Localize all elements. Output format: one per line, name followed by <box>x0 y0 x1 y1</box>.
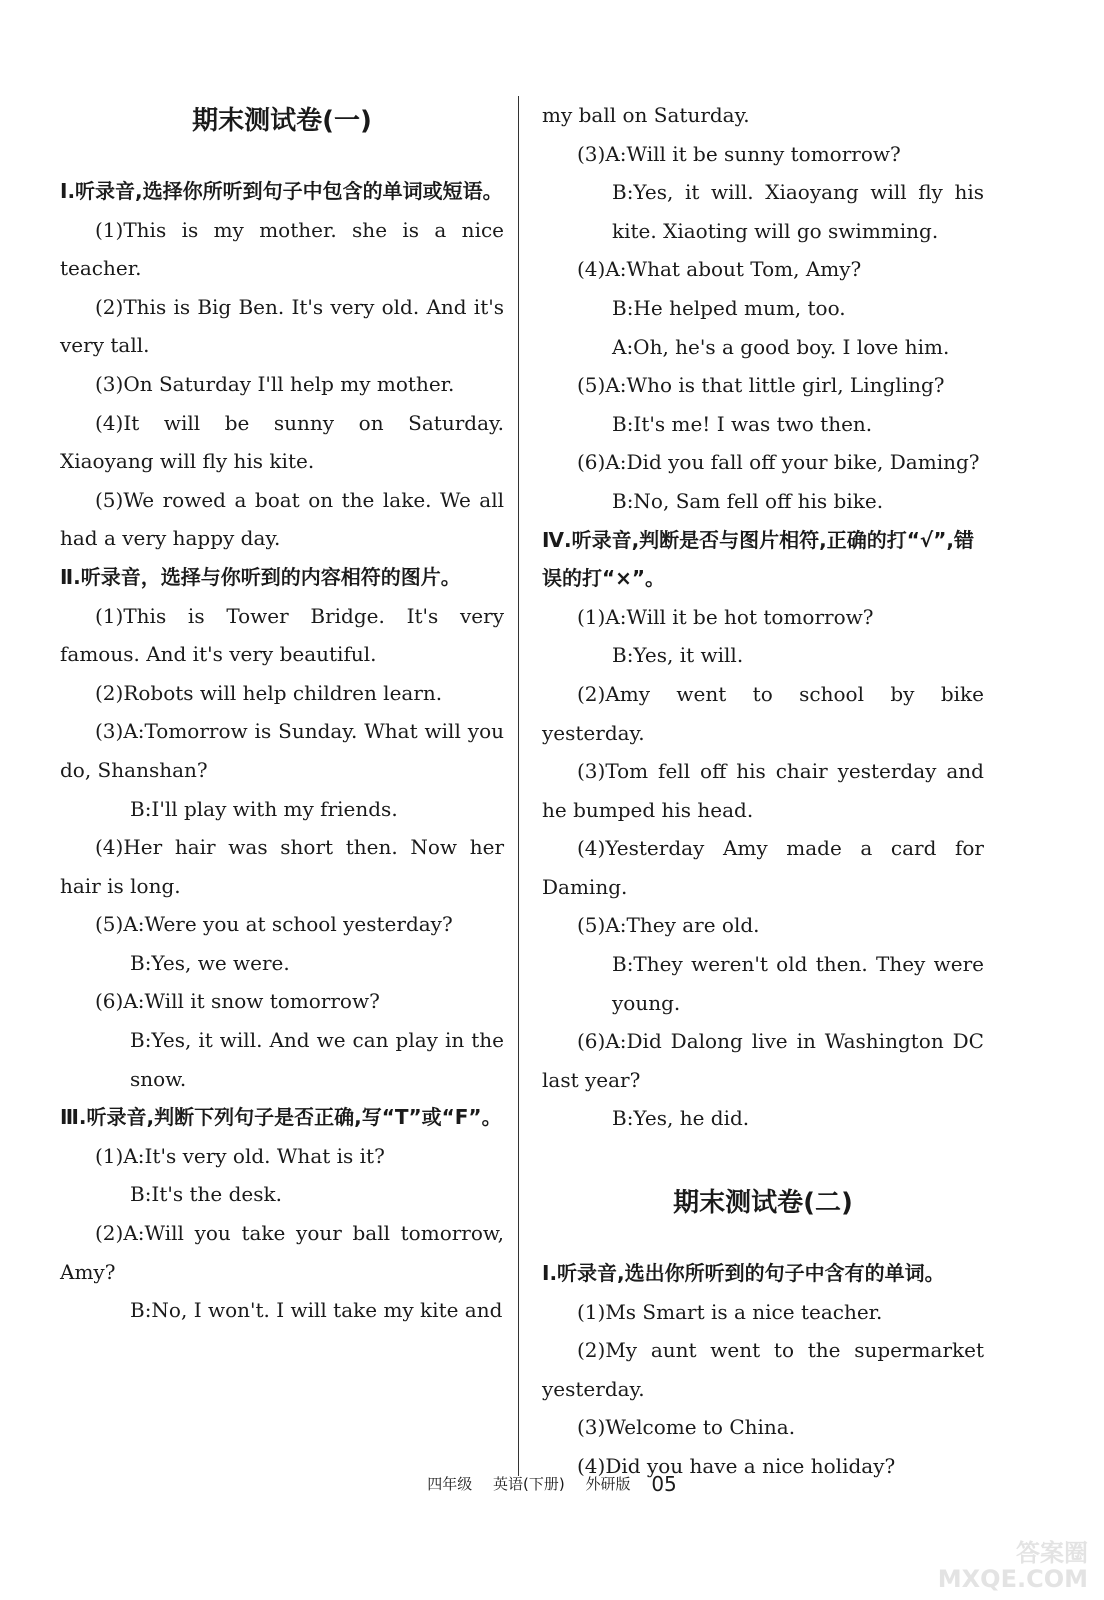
footer-edition: 外研版 <box>585 1475 631 1493</box>
question-item: (3)A:Will it be sunny tomorrow? <box>577 141 901 166</box>
question-item: (3)Tom fell off his chair yesterday and he bumped his head. <box>542 759 984 822</box>
continued-text: my ball on Saturday. <box>542 103 750 127</box>
question-item: (1)A:It's very old. What is it? <box>95 1143 385 1168</box>
question-item: (3)On Saturday I'll help my mother. <box>95 371 455 396</box>
dialogue-response: B:It's me! I was two then. <box>612 411 873 436</box>
right-content-test-2 <box>542 1254 984 1486</box>
right-column <box>542 96 984 1486</box>
page-title-test-1: 期末测试卷(一) <box>192 106 372 136</box>
dialogue-response: B:No, Sam fell off his bike. <box>612 488 884 513</box>
section-heading: Ⅳ.听录音,判断是否与图片相符,正确的打“√”,错误的打“×”。 <box>542 527 974 591</box>
question-item: (4)Yesterday Amy made a card for Daming. <box>542 836 984 899</box>
question-item: (2)My aunt went to the supermarket yesterday. <box>542 1338 984 1401</box>
question-item: (1)Ms Smart is a nice teacher. <box>577 1299 883 1324</box>
question-item: (3)A:Tomorrow is Sunday. What will you do, Shanshan? <box>60 719 504 782</box>
section-heading: Ⅱ.听录音，选择与你听到的内容相符的图片。 <box>60 564 461 589</box>
question-item: (6)A:Did Dalong live in Washington DC last year? <box>542 1029 984 1092</box>
dialogue-response: B:Yes, we were. <box>130 950 290 975</box>
footer-subject: 英语(下册) <box>493 1475 565 1493</box>
dialogue-response: B:Yes, he did. <box>612 1106 750 1131</box>
dialogue-response: B:No, I won't. I will take my kite and <box>130 1298 503 1323</box>
question-item: (2)Amy went to school by bike yesterday. <box>542 681 984 745</box>
dialogue-response: B:They weren't old then. They were young. <box>612 952 984 1015</box>
dialogue-response: B:He helped mum, too. <box>612 295 846 320</box>
dialogue-response: B:Yes, it will. Xiaoyang will fly his kite. Xiaoting will go swimming. <box>612 180 984 243</box>
column-divider <box>518 96 519 1476</box>
dialogue-response: B:It's the desk. <box>130 1182 282 1207</box>
dialogue-response: B:Yes, it will. <box>612 643 744 668</box>
question-item: (6)A:Did you fall off your bike, Daming? <box>577 450 980 475</box>
dialogue-response: A:Oh, he's a good boy. I love him. <box>612 334 950 359</box>
watermark-line1: 答案圈 <box>1016 1539 1088 1567</box>
dialogue-response: B:Yes, it will. And we can play in the snow. <box>130 1028 504 1091</box>
page-number: 05 <box>651 1472 677 1496</box>
question-item: (6)A:Will it snow tomorrow? <box>95 989 380 1014</box>
question-item: (2)This is Big Ben. It's very old. And it's very tall. <box>60 294 504 358</box>
question-item: (2)Robots will help children learn. <box>95 680 443 705</box>
question-item: (3)Welcome to China. <box>577 1415 796 1440</box>
question-item: (1)This is my mother. she is a nice teacher. <box>60 217 504 281</box>
section-heading: Ⅰ.听录音,选择你所听到句子中包含的单词或短语。 <box>60 179 503 203</box>
right-content <box>542 96 984 1138</box>
left-content <box>60 172 504 1330</box>
question-item: (4)Her hair was short then. Now her hair is long. <box>60 835 504 898</box>
question-item: (2)A:Will you take your ball tomorrow, Amy? <box>60 1221 504 1284</box>
question-item: (5)A:They are old. <box>577 913 760 938</box>
footer-grade: 四年级 <box>427 1475 473 1493</box>
section-heading: Ⅰ.听录音,选出你所听到的句子中含有的单词。 <box>542 1261 945 1286</box>
question-item: (4)Did you have a nice holiday? <box>577 1454 896 1478</box>
question-item: (4)A:What about Tom, Amy? <box>577 257 862 282</box>
section-heading: Ⅲ.听录音,判断下列句子是否正确,写“T”或“F”。 <box>60 1105 502 1130</box>
question-item: (4)It will be sunny on Saturday. Xiaoyang will fly his kite. <box>60 410 504 474</box>
watermark-logo <box>938 1540 1088 1592</box>
left-column <box>60 96 504 1330</box>
question-item: (1)A:Will it be hot tomorrow? <box>577 604 874 629</box>
dialogue-response: B:I'll play with my friends. <box>130 796 398 821</box>
page-title-test-2: 期末测试卷(二) <box>673 1188 853 1219</box>
page-footer <box>0 1472 1104 1496</box>
question-item: (1)This is Tower Bridge. It's very famous. And it's very beautiful. <box>60 603 504 667</box>
question-item: (5)A:Who is that little girl, Lingling? <box>577 373 945 398</box>
question-item: (5)We rowed a boat on the lake. We all had a very happy day. <box>60 487 504 551</box>
question-item: (5)A:Were you at school yesterday? <box>95 912 453 937</box>
watermark-line2: MXQE.COM <box>937 1565 1088 1593</box>
